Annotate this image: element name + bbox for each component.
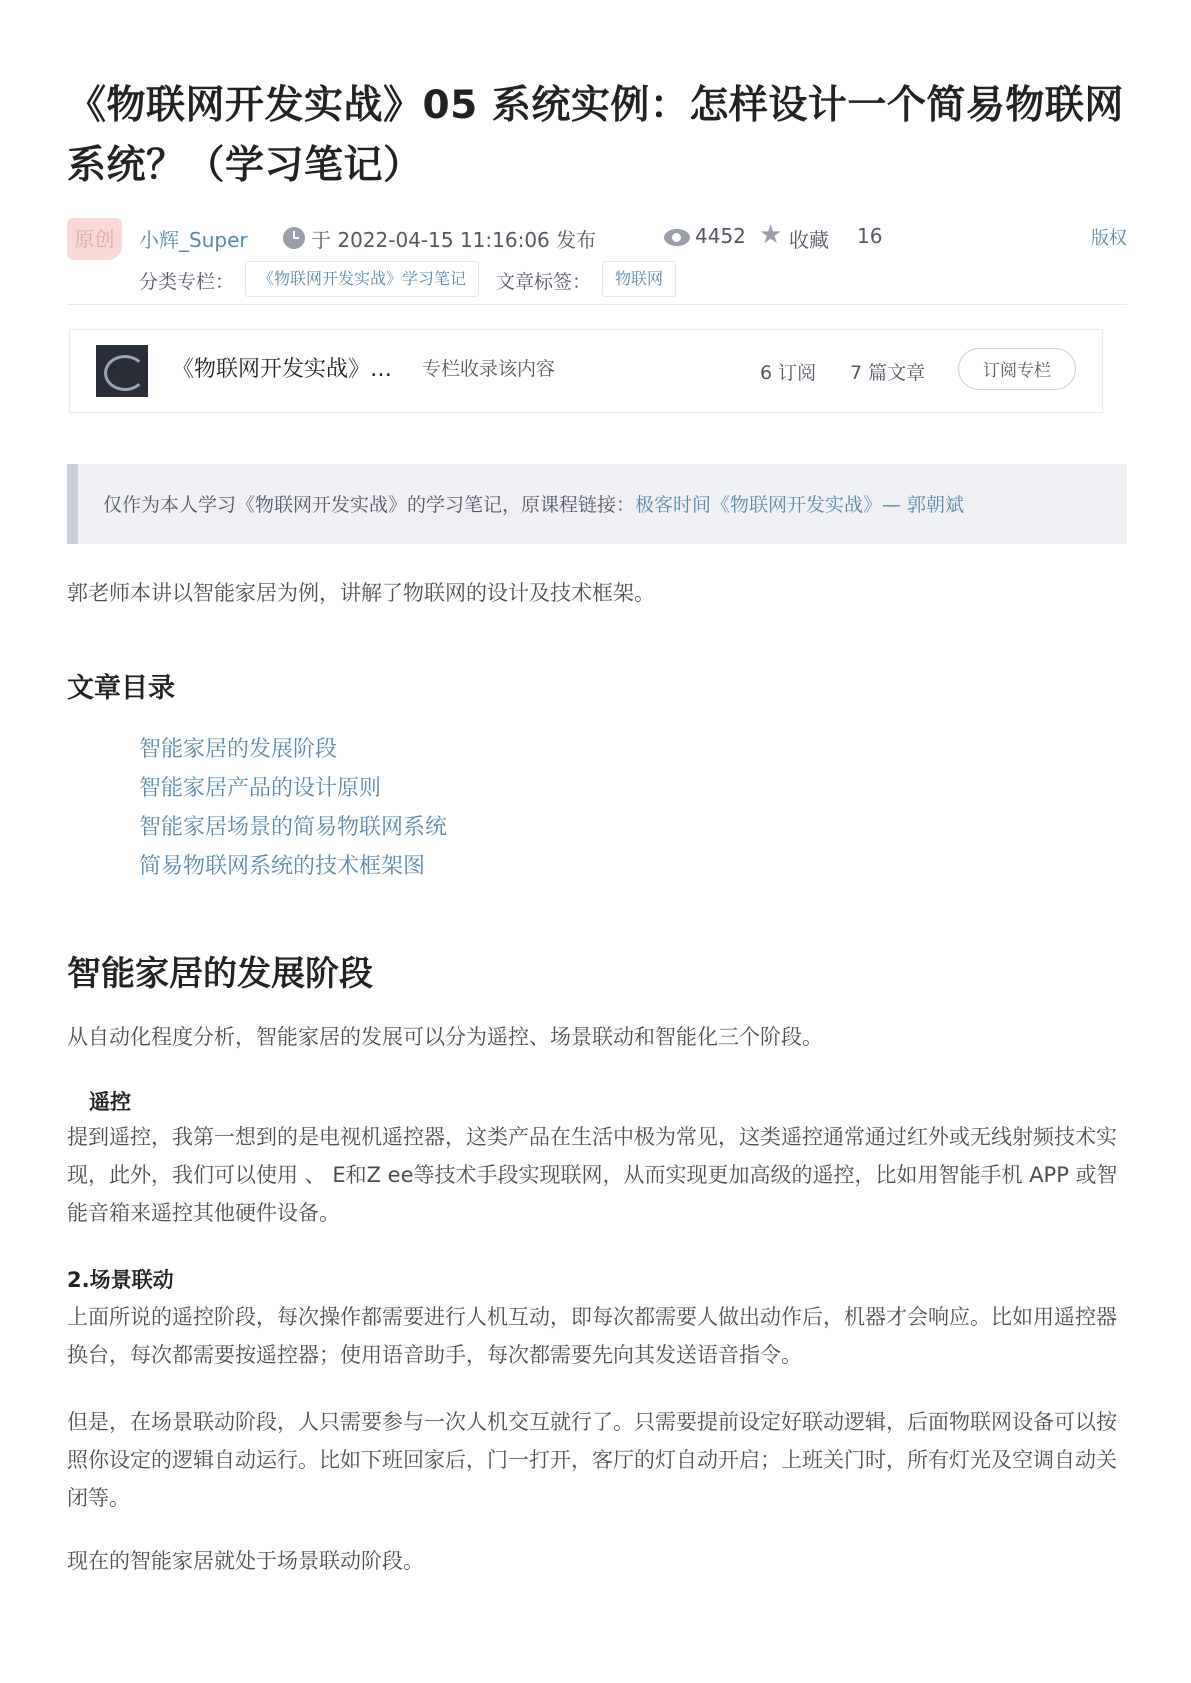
- category-tag[interactable]: 《物联网开发实战》学习笔记: [245, 261, 479, 297]
- column-cover-icon[interactable]: [96, 345, 148, 397]
- quote-body: 仅作为本人学习《物联网开发实战》的学习笔记，原课程链接：: [103, 494, 636, 516]
- favorite-button[interactable]: 收藏: [789, 228, 829, 252]
- column-name[interactable]: 《物联网开发实战》…: [172, 357, 393, 382]
- divider: [67, 304, 1127, 305]
- toc-item[interactable]: 智能家居的发展阶段: [139, 737, 338, 762]
- favorite-count: 16: [857, 224, 883, 248]
- article-meta: [67, 218, 1127, 258]
- subsection-text-remote: 提到遥控，我第一想到的是电视机遥控器，这类产品在生活中极为常见，这类遥控通常通过红外或无线射频技术实现，此外，我们可以使用 、 E和Z ee等技术手段实现联网，从而实现更加高级的遥控，比如用智能手机 APP 或智能音箱来遥控其他硬件设备。: [67, 1125, 1118, 1225]
- section-lead: 从自动化程度分析，智能家居的发展可以分为遥控、场景联动和智能化三个阶段。: [67, 1025, 823, 1049]
- subsection-text-scene-1: 上面所说的遥控阶段，每次操作都需要进行人机互动，即每次都需要人做出动作后，机器才会响应。比如用遥控器换台，每次都需要按遥控器；使用语音助手，每次都需要先向其发送语音指令。: [67, 1305, 1117, 1367]
- article-tags-row: [139, 261, 1099, 301]
- subsection-title-scene: 2.场景联动: [67, 1268, 174, 1292]
- subsection-text-scene-3: 现在的智能家居就处于场景联动阶段。: [67, 1549, 424, 1573]
- column-subscribers: 6 订阅: [760, 362, 817, 384]
- quote-text: [103, 490, 964, 517]
- clock-icon: [283, 227, 305, 249]
- copyright-link[interactable]: 版权: [1091, 228, 1127, 249]
- article-tag[interactable]: 物联网: [602, 261, 676, 297]
- star-icon[interactable]: ★: [759, 220, 783, 250]
- eye-icon: [664, 229, 690, 246]
- column-card: [69, 329, 1103, 413]
- toc-item[interactable]: 智能家居产品的设计原则: [139, 776, 382, 801]
- tag-label: 文章标签：: [496, 271, 592, 293]
- column-article-count: 7 篇文章: [850, 362, 926, 384]
- quote-bar: [67, 464, 78, 544]
- course-link[interactable]: 极客时间《物联网开发实战》— 郭朝斌: [635, 494, 965, 516]
- view-count: 4452: [695, 224, 746, 248]
- subsection-title-remote: 遥控: [89, 1090, 131, 1114]
- subsection-text-scene-2: 但是，在场景联动阶段，人只需要参与一次人机交互就行了。只需要提前设定好联动逻辑，后面物联网设备可以按照你设定的逻辑自动运行。比如下班回家后，门一打开，客厅的灯自动开启；上班关门时，所有灯光及空调自动关闭等。: [67, 1410, 1117, 1510]
- column-note: 专栏收录该内容: [422, 358, 556, 380]
- section-heading: 智能家居的发展阶段: [67, 954, 373, 994]
- article-title: 《物联网开发实战》05 系统实例：怎样设计一个简易物联网系统？（学习笔记）: [67, 83, 1124, 188]
- original-badge: 原创: [67, 218, 122, 260]
- blockquote: [67, 464, 1127, 544]
- toc-heading: 文章目录: [67, 673, 175, 704]
- subscribe-column-button[interactable]: 订阅专栏: [958, 348, 1076, 390]
- toc-item[interactable]: 智能家居场景的简易物联网系统: [139, 815, 448, 840]
- publish-date: 于 2022-04-15 11:16:06 发布: [311, 228, 597, 252]
- toc-list: [139, 730, 447, 886]
- category-label: 分类专栏：: [139, 271, 235, 293]
- author-link[interactable]: 小辉_Super: [139, 228, 248, 252]
- intro-paragraph: 郭老师本讲以智能家居为例，讲解了物联网的设计及技术框架。: [67, 581, 655, 605]
- toc-item[interactable]: 简易物联网系统的技术框架图: [139, 854, 426, 879]
